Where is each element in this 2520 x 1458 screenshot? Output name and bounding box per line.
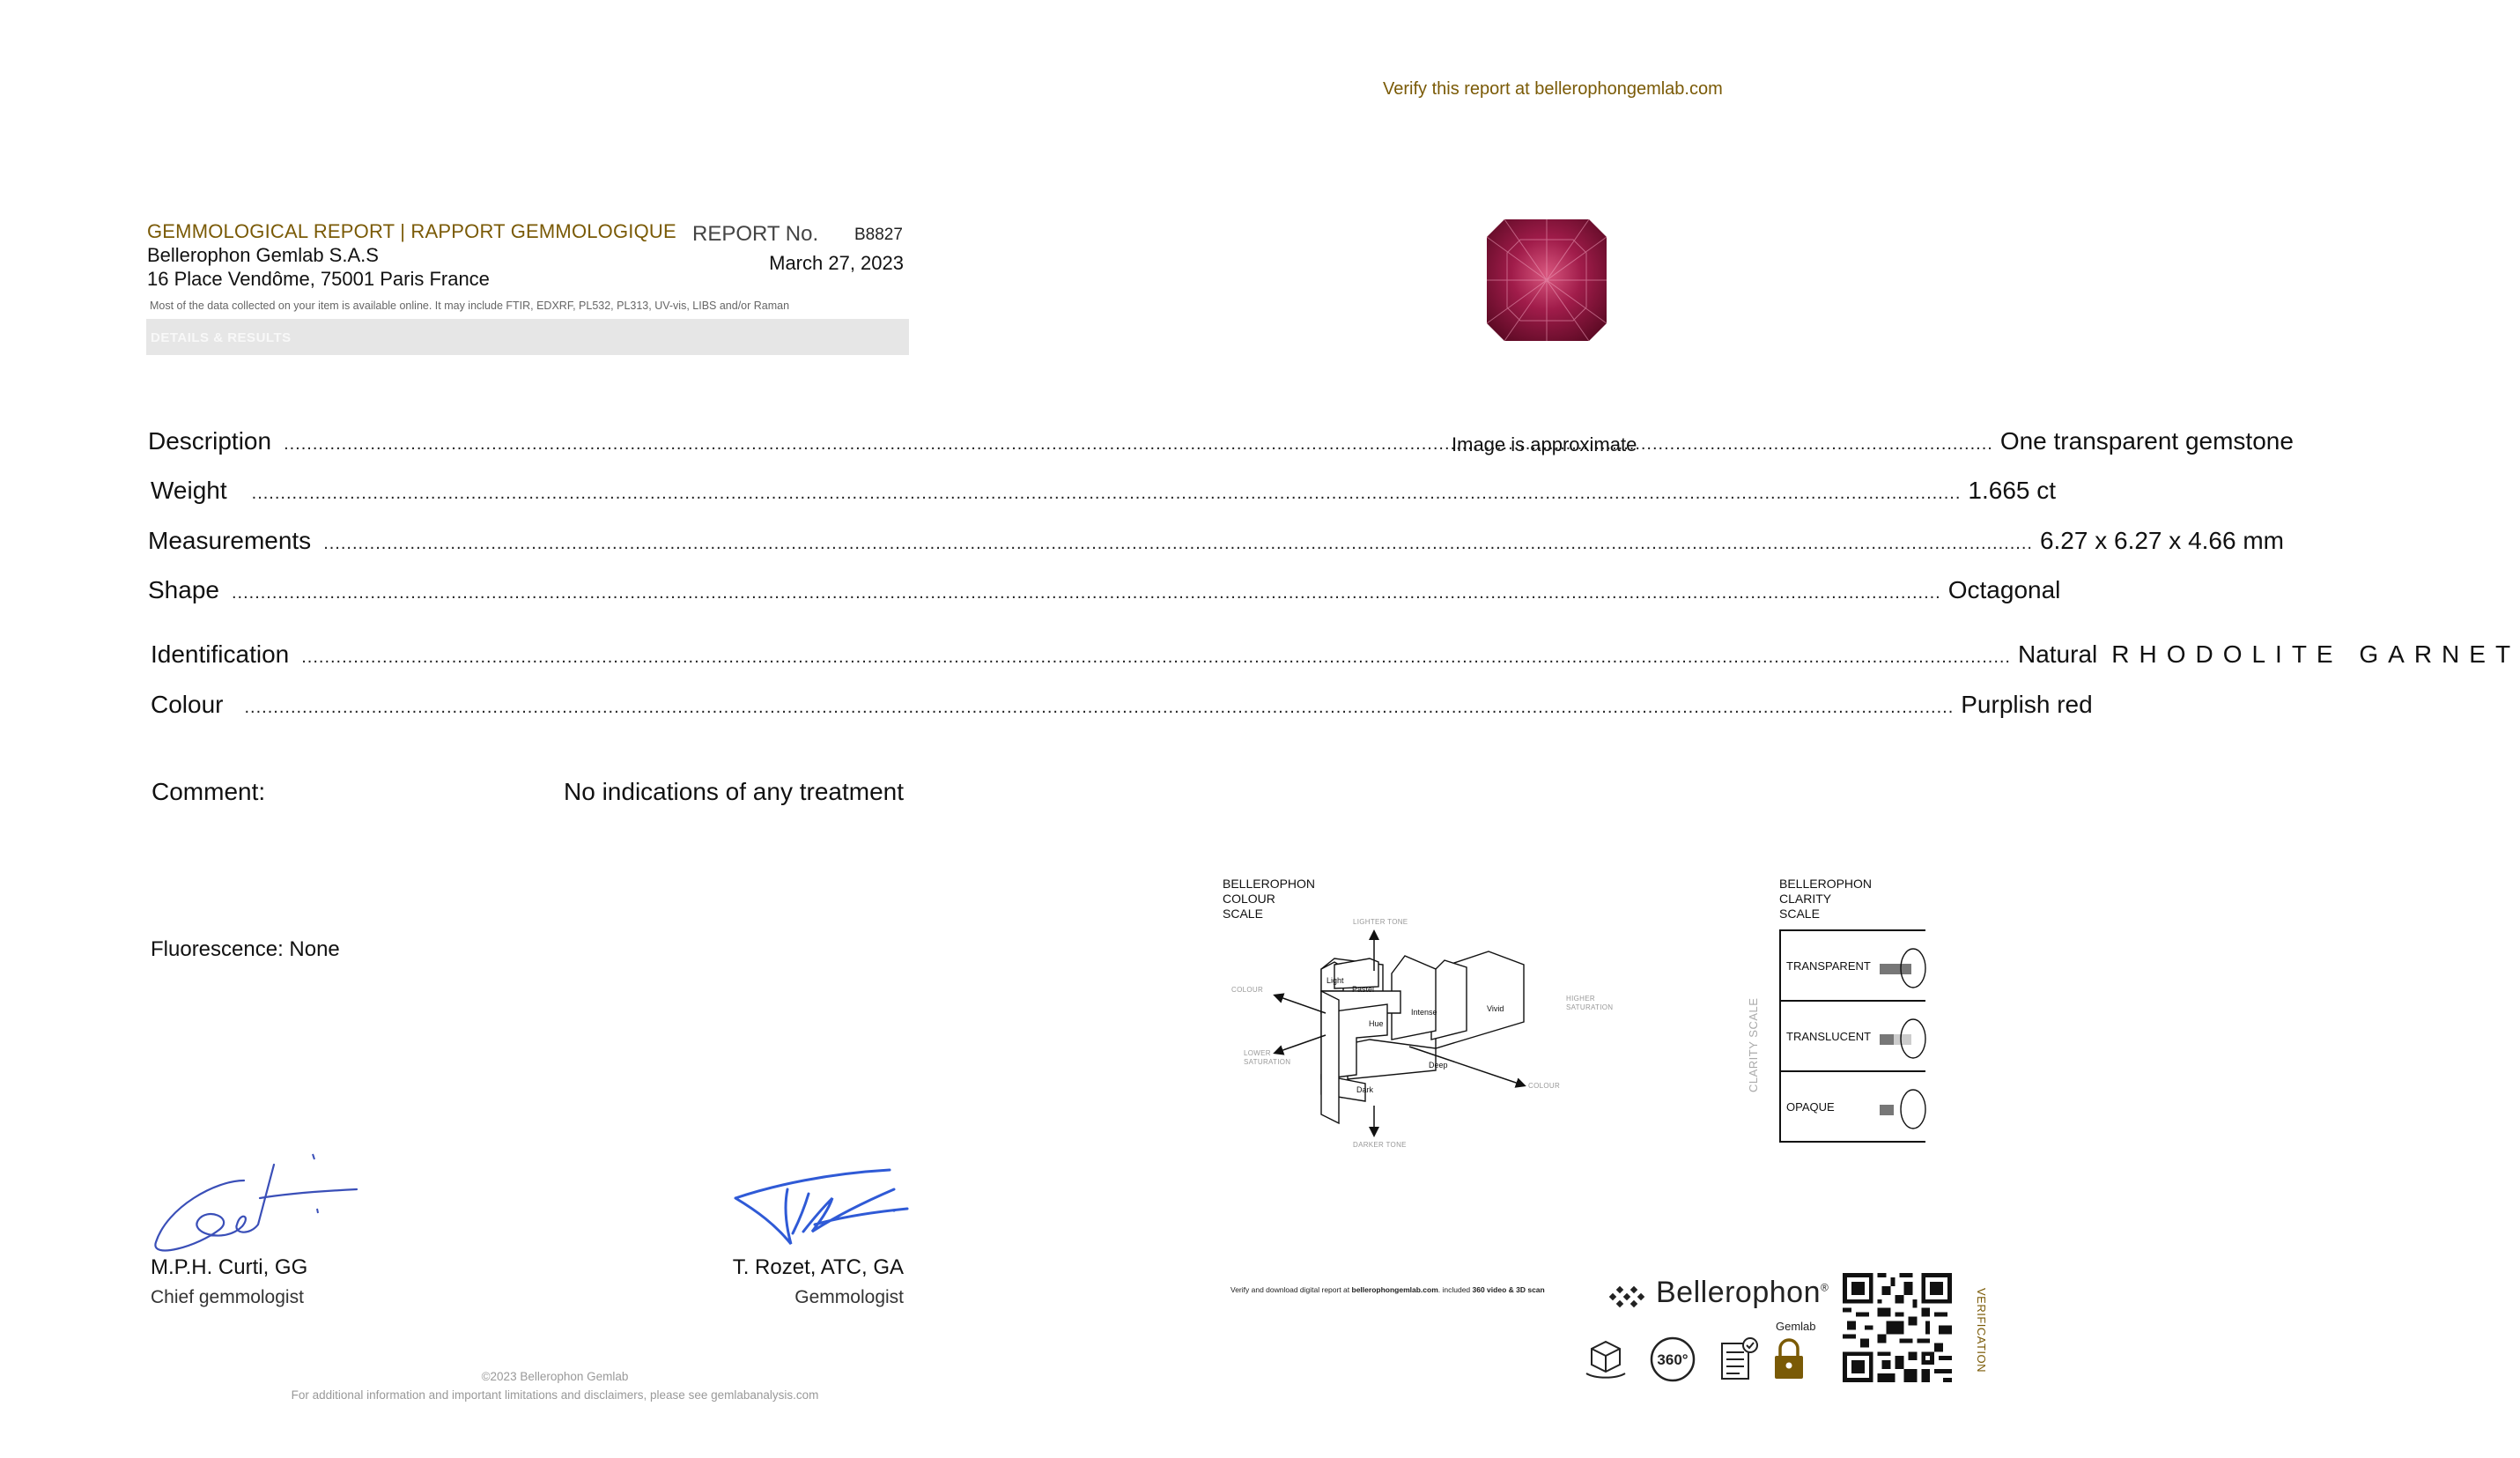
label-dark: Dark: [1356, 1085, 1374, 1094]
transparent-icon: [1878, 945, 1927, 989]
dot-leader: [284, 440, 1993, 450]
clarity-level-opaque: [1779, 1070, 1925, 1143]
signatory-left-name: M.P.H. Curti, GG: [151, 1255, 308, 1279]
report-date: March 27, 2023: [769, 252, 904, 274]
digital-report-site[interactable]: bellerophongemlab.com: [1351, 1285, 1438, 1294]
dot-leader: [232, 588, 1941, 599]
digital-report-note-text: . included: [1437, 1285, 1473, 1294]
clarity-scale-title: [1779, 877, 1872, 921]
shape-label: Shape: [148, 576, 219, 603]
identification-value: RHODOLITE GARNET: [2111, 640, 2520, 668]
clarity-level-label: TRANSPARENT: [1786, 959, 1871, 973]
verify-link[interactable]: Verify this report at bellerophongemlab.com: [1383, 79, 1723, 99]
signatory-right-name: T. Rozet, ATC, GA: [732, 1255, 904, 1279]
dot-leader: [244, 703, 1954, 714]
description-label: Description: [148, 427, 272, 455]
copyright: ©2023 Bellerophon Gemlab: [481, 1370, 629, 1383]
comment-value: No indications of any treatment: [564, 778, 904, 805]
label-higher-saturation: HIGHER: [1566, 995, 1595, 1003]
details-bar-label: DETAILS & RESULTS: [151, 330, 292, 345]
digital-report-video: 360 video & 3D scan: [1472, 1285, 1545, 1294]
qr-code-icon[interactable]: [1843, 1273, 1952, 1382]
description-value: One transparent gemstone: [1999, 427, 2294, 455]
label-higher-saturation: SATURATION: [1566, 1003, 1614, 1011]
label-vivid: Vivid: [1487, 1004, 1504, 1013]
clarity-scale-title-line: SCALE: [1779, 907, 1820, 921]
digital-report-note: [1230, 1285, 1545, 1294]
colour-label: Colour: [151, 691, 224, 718]
colour-scale-title-line: BELLEROPHON: [1223, 877, 1316, 891]
weight-label: Weight: [151, 477, 227, 504]
colour-row: [151, 691, 2093, 719]
signature-curti: [145, 1145, 366, 1260]
measurements-label: Measurements: [148, 527, 312, 554]
360-icon: [1652, 1338, 1694, 1380]
brand-name: Bellerophon®: [1656, 1276, 1829, 1309]
report-title: GEMMOLOGICAL REPORT | RAPPORT GEMMOLOGIQUE: [147, 220, 676, 242]
signature-rozet: [722, 1163, 916, 1251]
digital-report-note-text: Verify and download digital report at: [1230, 1285, 1352, 1294]
dot-leader: [252, 489, 1962, 500]
weight-row: [151, 477, 2057, 505]
measurements-row: [148, 527, 2284, 555]
colour-scale-diagram: [1224, 907, 1614, 1154]
identification-label: Identification: [151, 640, 290, 668]
clarity-scale-title-line: CLARITY: [1779, 892, 1832, 906]
label-colour-right: COLOUR: [1528, 1082, 1561, 1090]
feature-icons: [1581, 1335, 1810, 1388]
clarity-level-label: OPAQUE: [1786, 1100, 1835, 1114]
colour-scale-title-line: SCALE: [1223, 907, 1263, 921]
label-lower-saturation: LOWER: [1244, 1049, 1271, 1057]
label-deep: Deep: [1429, 1061, 1448, 1069]
shape-value: Octagonal: [1947, 576, 2061, 603]
lock-icon: [1775, 1340, 1803, 1379]
verification-label: VERIFICATION: [1975, 1288, 1988, 1373]
translucent-icon: [1878, 1016, 1927, 1060]
3d-scan-icon: [1586, 1342, 1625, 1378]
label-intense: Intense: [1411, 1008, 1437, 1017]
label-lower-saturation: SATURATION: [1244, 1058, 1291, 1066]
report-check-icon: [1722, 1338, 1757, 1379]
colour-value: Purplish red: [1961, 691, 2093, 718]
signatory-left-title: Chief gemmologist: [151, 1287, 304, 1307]
identification-prefix: Natural: [2017, 640, 2098, 668]
label-light: Light: [1327, 976, 1344, 985]
disclaimer: For additional information and important limitations and disclaimers, please see gemlabanalysis.com: [291, 1388, 819, 1402]
company-address: 16 Place Vendôme, 75001 Paris France: [147, 268, 490, 290]
clarity-level-translucent: [1779, 1000, 1925, 1070]
label-pastel: Pastel: [1352, 985, 1375, 994]
dot-leader: [301, 653, 2011, 663]
weight-value: 1.665 ct: [1968, 477, 2057, 504]
label-darker-tone: DARKER TONE: [1353, 1141, 1407, 1149]
360-icon-label: 360°: [1657, 1351, 1689, 1368]
comment-label: Comment:: [151, 778, 266, 805]
clarity-scale-title-line: BELLEROPHON: [1779, 877, 1873, 891]
clarity-level-transparent: [1779, 929, 1925, 1000]
opaque-icon: [1878, 1086, 1927, 1130]
label-lighter-tone: LIGHTER TONE: [1353, 918, 1408, 926]
report-number: B8827: [854, 226, 903, 244]
label-hue: Hue: [1369, 1019, 1384, 1028]
gemstone-image: [1485, 218, 1608, 343]
company-name: Bellerophon Gemlab S.A.S: [147, 244, 379, 266]
report-number-label: REPORT No.: [692, 222, 819, 246]
fluorescence: Fluorescence: None: [151, 937, 340, 961]
clarity-scale-vertical-label: CLARITY SCALE: [1747, 997, 1760, 1092]
clarity-level-label: TRANSLUCENT: [1786, 1030, 1872, 1043]
details-bar: [146, 319, 909, 355]
bellerophon-logo-icon: [1608, 1282, 1647, 1314]
shape-row: [148, 576, 2061, 604]
identification-row: [151, 640, 2520, 669]
measurements-value: 6.27 x 6.27 x 4.66 mm: [2039, 527, 2284, 554]
brand-name-text: Bellerophon: [1656, 1276, 1821, 1309]
image-caption: Image is approximate: [1452, 433, 1637, 455]
label-colour-left: COLOUR: [1231, 986, 1264, 994]
data-note: Most of the data collected on your item is available online. It may include FTIR, EDXRF, PL532, PL313, UV-vis, LIBS and/or Raman: [150, 300, 790, 312]
brand-subtitle: Gemlab: [1776, 1320, 1816, 1333]
dot-leader: [323, 539, 2033, 550]
colour-scale-title-line: COLOUR: [1223, 892, 1275, 906]
signatory-right-title: Gemmologist: [794, 1287, 904, 1307]
